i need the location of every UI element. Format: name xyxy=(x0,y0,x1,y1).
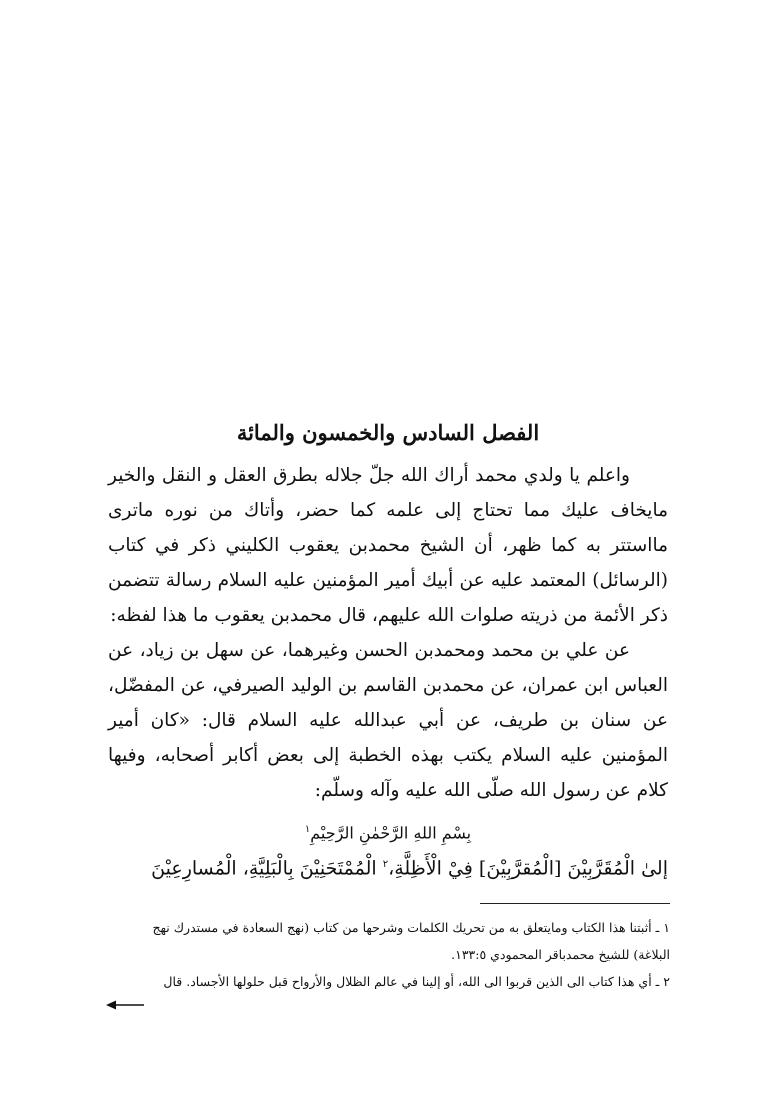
body-text xyxy=(108,458,668,808)
paragraph-line: طريف، عن أبي عبدالله عليه السلام قال: «كان أمير المؤمنين عليه السلام يكتب بهذه xyxy=(108,710,668,766)
arrow-left-icon xyxy=(106,999,146,1011)
paragraph-line: عليه عن أبيك أمير المؤمنين عليه السلام رسالة تتضمن ذكر الأئمة من ذريته xyxy=(108,570,668,626)
paragraph-line: كما ظهر، أن الشيخ محمدبن يعقوب الكليني ذكر في كتاب (الرسائل) المعتمد xyxy=(108,535,669,591)
footnote-line: ٢ ـ أي هذا كتاب الى الذين قربوا الى الله، أو إلينا في عالم الظلال والأرواح قبل حلولها الأجساد. قال xyxy=(163,974,670,989)
paragraph-line: ابن عمران، عن محمدبن القاسم بن الوليد الصيرفي، عن المفضّل، عن سنان بن xyxy=(108,675,668,731)
paragraph-line: مايخاف عليك مما تحتاج إلى علمه كما حضر، وأتاك من نوره ماترى مااستتر به xyxy=(108,500,668,556)
footnotes xyxy=(108,914,670,995)
footnote-ref-1: ١ xyxy=(304,824,311,835)
footnote-line: ١ ـ أثبتنا هذا الكتاب ومايتعلق به من تحريك الكلمات وشرحها من كتاب (نهج السعادة في مستدرك نهج xyxy=(152,920,670,935)
basmala-text: بِسْمِ اللهِ الرَّحْمٰنِ الرَّحِيْمِ xyxy=(310,823,472,843)
paragraph-line: صلوات الله عليهم، قال محمدبن يعقوب ما هذا لفظه: xyxy=(110,605,514,626)
paragraph-1 xyxy=(108,458,668,633)
letter-address xyxy=(108,848,668,885)
paragraph-line: الخطبة إلى بعض أكابر أصحابه، وفيها كلام عن رسول الله صلّى الله عليه وآله وسلّم: xyxy=(108,745,668,801)
paragraph-line: واعلم يا ولدي محمد أراك الله جلّ جلاله بطرق العقل و النقل والخير xyxy=(108,465,630,486)
address-part-2: الْمُمْتَحَنِيْنَ بِالْبَلِيَّةِ، الْمُسارِعِيْنَ xyxy=(151,857,383,880)
footnote-divider xyxy=(480,903,670,904)
footnote-line: البلاغة) للشيخ محمدباقر المحمودي ١٣٣:٥. xyxy=(451,947,670,962)
paragraph-line: عن علي بن محمد ومحمدبن الحسن وغيرهما، عن سهل بن زياد، عن العباس xyxy=(108,640,668,696)
address-part-1: إلىٰ الْمُقَرَّبِيْنَ [الْمُقرَّبِيْنَ] فِيْ الْأَظِلَّةِ، xyxy=(388,857,668,880)
chapter-title: الفصل السادس والخمسون والمائة xyxy=(236,420,540,445)
basmala xyxy=(140,818,636,845)
paragraph-2 xyxy=(108,633,668,808)
footnote-ref-2: ٢ xyxy=(382,859,389,870)
